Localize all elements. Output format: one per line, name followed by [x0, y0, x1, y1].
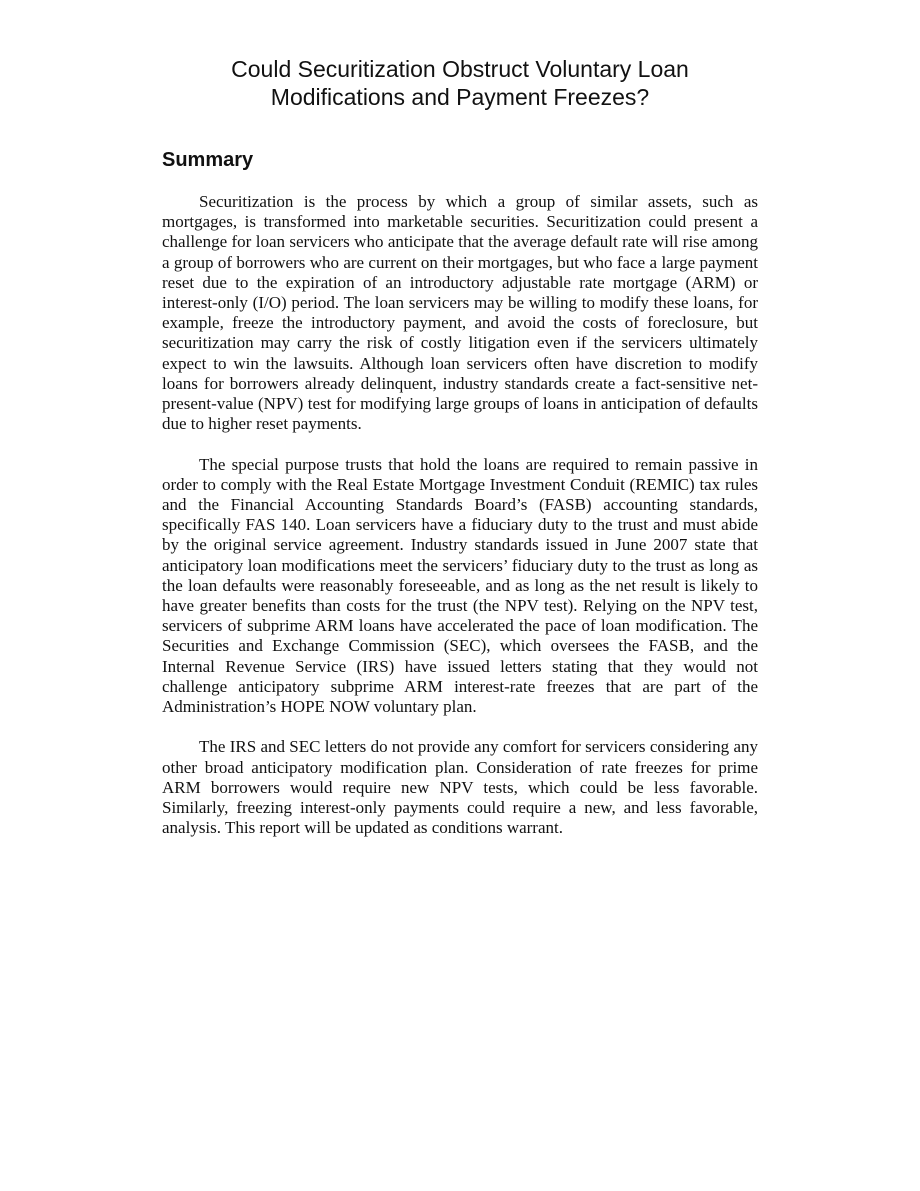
- summary-body: [162, 192, 758, 859]
- document-title-line-1: Could Securitization Obstruct Voluntary Loan: [231, 56, 689, 82]
- document-title-line-2: Modifications and Payment Freezes?: [270, 84, 650, 110]
- summary-paragraph-1: Securitization is the process by which a group of similar assets, such as mortgages, is transformed into marketable securities. Securitization could present a challenge for loan servicers who anticipate that the average default rate will rise among a group of borrowers who are current on their mortgages, but who face a large payment reset due to the expiration of an introductory adjustable rate mortgage (ARM) or interest-only (I/O) period. The loan servicers may be willing to modify these loans, for example, freeze the introductory payment, and avoid the costs of foreclosure, but securitization may carry the risk of costly litigation even if the servicers ultimately expect to win the lawsuits. Although loan servicers often have discretion to modify loans for borrowers already delinquent, industry standards create a fact-sensitive net-present-value (NPV) test for modifying large groups of loans in anticipation of defaults due to higher reset payments.: [162, 192, 758, 434]
- document-title: [160, 55, 760, 111]
- summary-paragraph-3: The IRS and SEC letters do not provide any comfort for servicers considering any other broad anticipatory modification plan. Consideration of rate freezes for prime ARM borrowers would require new NPV tests, which could be less favorable. Similarly, freezing interest-only payments could require a new, and less favorable, analysis. This report will be updated as conditions warrant.: [162, 737, 758, 838]
- summary-heading: Summary: [162, 149, 254, 171]
- summary-paragraph-2: The special purpose trusts that hold the loans are required to remain passive in order to comply with the Real Estate Mortgage Investment Conduit (REMIC) tax rules and the Financial Accounting Standards Board’s (FASB) accounting standards, specifically FAS 140. Loan servicers have a fiduciary duty to the trust and must abide by the original service agreement. Industry standards issued in June 2007 state that anticipatory loan modifications meet the servicers’ fiduciary duty to the trust as long as the loan defaults were reasonably foreseeable, and as long as the net result is likely to have greater benefits than costs for the trust (the NPV test). Relying on the NPV test, servicers of subprime ARM loans have accelerated the pace of loan modification. The Securities and Exchange Commission (SEC), which oversees the FASB, and the Internal Revenue Service (IRS) have issued letters stating that they would not challenge anticipatory subprime ARM interest-rate freezes that are part of the Administration’s HOPE NOW voluntary plan.: [162, 454, 758, 717]
